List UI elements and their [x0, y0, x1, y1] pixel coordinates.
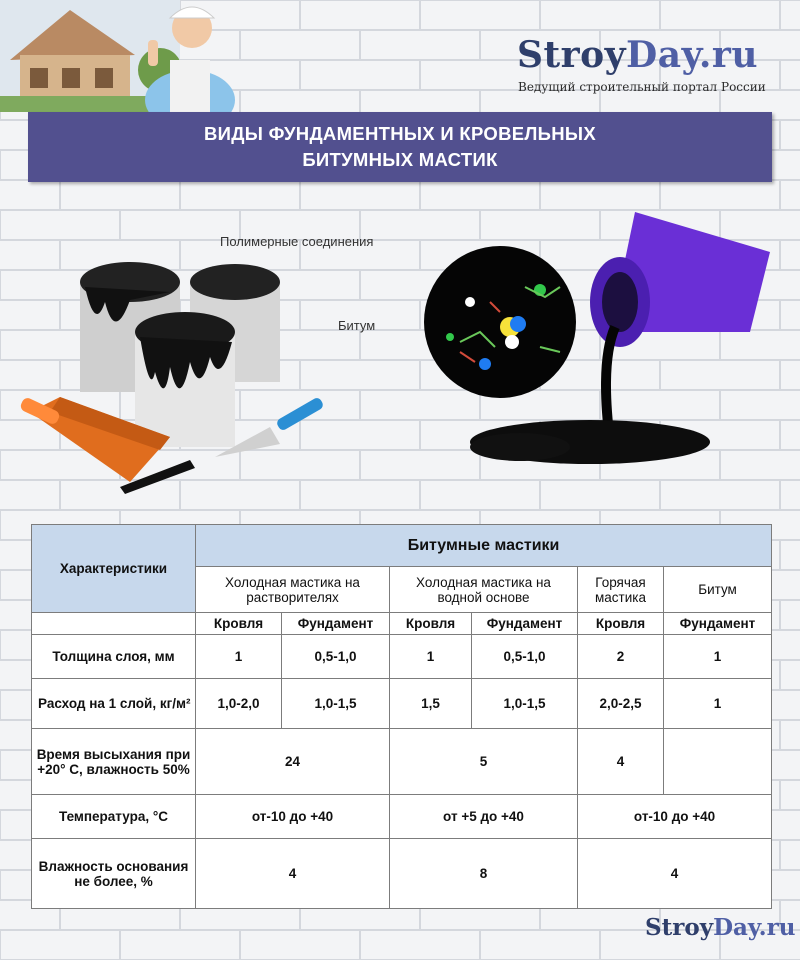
cell-value: 2,0-2,5 — [578, 679, 664, 729]
cell-value: 4 — [578, 729, 664, 795]
empty-cell — [664, 729, 772, 795]
worker-illustration — [130, 0, 250, 112]
cell-value: от-10 до +40 — [196, 795, 390, 839]
header-group-title: Битумные мастики — [196, 525, 772, 567]
row-label-humidity: Влажность основания не более, % — [32, 839, 196, 909]
cell-value: от +5 до +40 — [390, 795, 578, 839]
sub-roof: Кровля — [390, 613, 472, 635]
label-polymers: Полимерные соединения — [220, 234, 374, 249]
site-header — [0, 0, 800, 112]
sub-roof: Кровля — [196, 613, 282, 635]
cell-value: 24 — [196, 729, 390, 795]
row-label-thickness: Толщина слоя, мм — [32, 635, 196, 679]
page-title: ВИДЫ ФУНДАМЕНТНЫХ И КРОВЕЛЬНЫХ БИТУМНЫХ МАСТИК — [204, 123, 596, 170]
sub-foundation: Фундамент — [472, 613, 578, 635]
cell-value: 1 — [196, 635, 282, 679]
table-row — [32, 635, 772, 679]
table-row — [32, 795, 772, 839]
title-banner — [28, 112, 772, 182]
footer-logo[interactable]: StroyDay.ru — [645, 914, 796, 941]
type-hot: Горячая мастика — [578, 567, 664, 613]
cell-value: 5 — [390, 729, 578, 795]
site-logo[interactable]: StroyDay.ru — [517, 34, 759, 76]
site-tagline: Ведущий строительный портал России — [518, 80, 766, 94]
cell-value: от-10 до +40 — [578, 795, 772, 839]
mastic-buckets-illustration — [20, 182, 360, 512]
cell-value: 1 — [664, 679, 772, 729]
illustration-area — [0, 182, 800, 520]
cell-value: 1,0-1,5 — [472, 679, 578, 729]
sub-foundation: Фундамент — [282, 613, 390, 635]
header-characteristics: Характеристики — [32, 525, 196, 613]
label-bitumen: Битум — [338, 318, 376, 333]
cell-value: 8 — [390, 839, 578, 909]
cell-value: 1 — [390, 635, 472, 679]
type-cold-water: Холодная мастика на водной основе — [390, 567, 578, 613]
type-bitumen: Битум — [664, 567, 772, 613]
cell-value: 4 — [578, 839, 772, 909]
table-row — [32, 679, 772, 729]
type-cold-solvent: Холодная мастика на растворителях — [196, 567, 390, 613]
mastics-table-wrapper — [31, 524, 771, 909]
cell-value: 4 — [196, 839, 390, 909]
cell-value: 2 — [578, 635, 664, 679]
cell-value: 1,5 — [390, 679, 472, 729]
table-row — [32, 729, 772, 795]
cell-value: 1,0-2,0 — [196, 679, 282, 729]
cell-value: 1 — [664, 635, 772, 679]
cell-value: 0,5-1,0 — [472, 635, 578, 679]
sub-roof: Кровля — [578, 613, 664, 635]
table-row — [32, 839, 772, 909]
row-label-temperature: Температура, °С — [32, 795, 196, 839]
cell-value: 0,5-1,0 — [282, 635, 390, 679]
mastics-comparison-table — [31, 524, 772, 909]
empty-cell — [32, 613, 196, 635]
row-label-drying: Время высыхания при +20° С, влажность 50% — [32, 729, 196, 795]
row-label-consumption: Расход на 1 слой, кг/м² — [32, 679, 196, 729]
cell-value: 1,0-1,5 — [282, 679, 390, 729]
bitumen-barrel-illustration — [460, 192, 800, 492]
sub-foundation: Фундамент — [664, 613, 772, 635]
